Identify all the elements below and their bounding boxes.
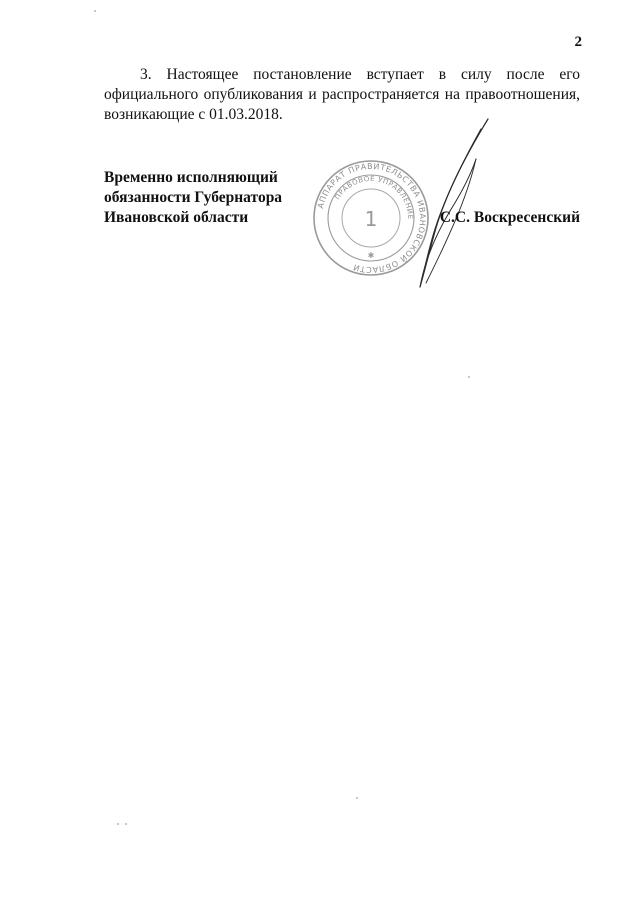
seal-star-icon: ✱ [367, 251, 375, 260]
word: постановление [253, 66, 352, 83]
paragraph-line-1 [104, 65, 580, 85]
word: его [559, 66, 580, 83]
word: в [438, 66, 447, 83]
page-number: 2 [574, 34, 582, 50]
word: распространяется [321, 86, 440, 103]
body-paragraph [104, 65, 580, 125]
signer-title [104, 168, 282, 228]
paragraph-line-3: возникающие с 01.03.2018. [104, 106, 283, 123]
word: опубликования [203, 86, 303, 103]
scan-speck [356, 797, 358, 799]
scan-speck [117, 823, 119, 825]
signer-name: С.С. Воскресенский [439, 209, 580, 226]
seal-center-text: 1 [364, 207, 378, 231]
seal-outer-text: АППАРАТ ПРАВИТЕЛЬСТВА ИВАНОВСКОЙ ОБЛАСТИ [315, 161, 428, 275]
signer-title-line: Временно исполняющий [104, 169, 278, 186]
word: силу [460, 66, 492, 83]
scan-speck [468, 376, 470, 378]
paragraph-line-2 [104, 85, 580, 105]
word: официального [104, 86, 199, 103]
scan-speck [94, 10, 96, 12]
word: после [506, 66, 545, 83]
word: 3. [140, 66, 152, 83]
signer-title-line: обязанности Губернатора [104, 189, 283, 206]
word: и [308, 86, 317, 103]
seal-inner-text: ПРАВОВОЕ УПРАВЛЕНИЕ [333, 174, 415, 220]
word: правоотношения, [465, 86, 580, 103]
scan-speck [125, 823, 127, 825]
word: на [444, 86, 460, 103]
word: Настоящее [166, 66, 239, 83]
word: вступает [366, 66, 424, 83]
signer-title-line: Ивановской области [104, 209, 249, 226]
handwritten-signature [380, 115, 500, 290]
